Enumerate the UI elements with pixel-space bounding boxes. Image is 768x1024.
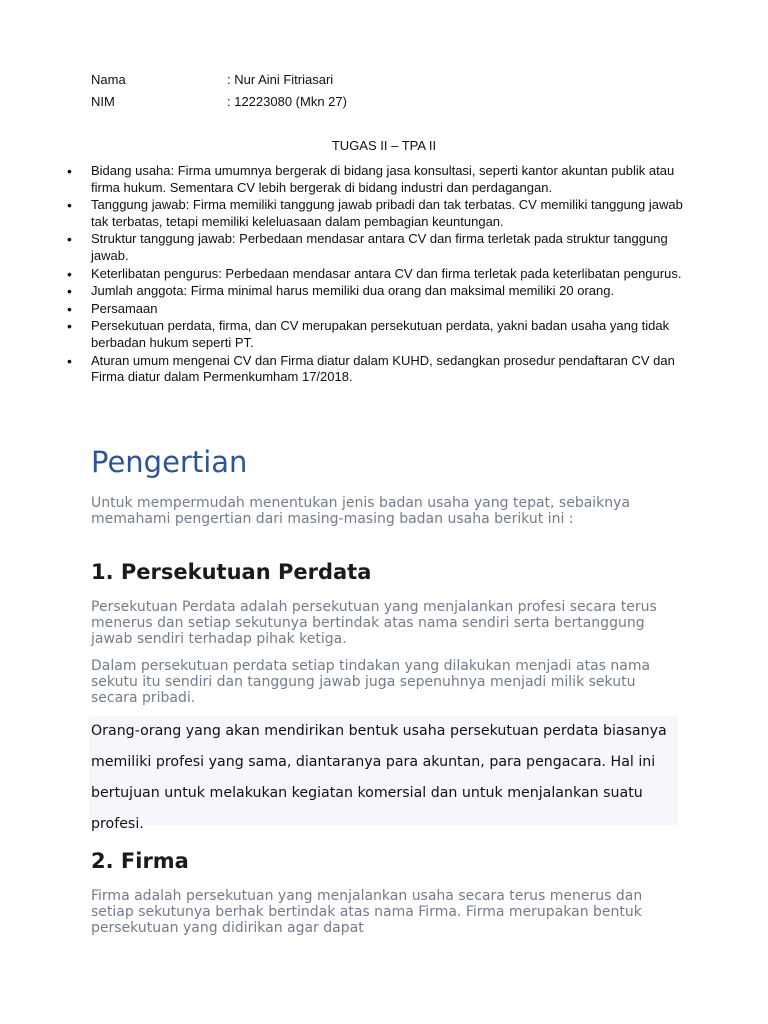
section1-heading: 1. Persekutuan Perdata <box>91 560 372 584</box>
task-title: TUGAS II – TPA II <box>331 138 437 153</box>
name-value: : Nur Aini Fitriasari <box>227 72 334 87</box>
nim-label: NIM <box>91 94 115 109</box>
bullet-item: • Aturan umum mengenai CV dan Firma diatur dalam KUHD, sedangkan prosedur pendaftaran CV dan Firma diatur dalam Permenkumham 17/2018. <box>91 353 691 386</box>
section2-para1: Firma adalah persekutuan yang menjalankan usaha secara terus menerus dan setiap sekutunya berhak bertindak atas nama Firma. Firma merupakan bentuk persekutuan yang didirikan agar dapat <box>91 888 643 936</box>
section1-para1: Persekutuan Perdata adalah persekutuan yang menjalankan profesi secara terus menerus dan setiap sekutunya bertindak atas nama sendiri serta bertanggung jawab sendiri terhadap pihak ketiga. <box>91 599 657 647</box>
section2-heading: 2. Firma <box>91 849 189 873</box>
bullet-list <box>91 163 691 387</box>
pengertian-intro: Untuk mempermudah menentukan jenis badan usaha yang tepat, sebaiknya memahami pengertian dari masing-masing badan usaha berikut ini : <box>91 495 631 527</box>
bullet-item: • Keterlibatan pengurus: Perbedaan mendasar antara CV dan firma terletak pada keterlibatan pengurus. <box>91 266 691 283</box>
bullet-item: • Persamaan <box>91 301 691 318</box>
name-label: Nama <box>91 72 126 87</box>
bullet-item: • Jumlah anggota: Firma minimal harus memiliki dua orang dan maksimal memiliki 20 orang. <box>91 283 691 300</box>
bullet-item: • Bidang usaha: Firma umumnya bergerak di bidang jasa konsultasi, seperti kantor akuntan publik atau firma hukum. Sementara CV lebih bergerak di bidang industri dan perdagangan. <box>91 163 691 196</box>
bullet-item: • Struktur tanggung jawab: Perbedaan mendasar antara CV dan firma terletak pada struktur tanggung jawab. <box>91 231 691 264</box>
nim-value: : 12223080 (Mkn 27) <box>227 94 347 109</box>
pengertian-heading: Pengertian <box>91 445 248 479</box>
bullet-item: • Persekutuan perdata, firma, dan CV merupakan persekutuan perdata, yakni badan usaha yang tidak berbadan hukum seperti PT. <box>91 318 691 351</box>
section1-para2: Dalam persekutuan perdata setiap tindakan yang dilakukan menjadi atas nama sekutu itu sendiri dan tanggung jawab juga sepenuhnya menjadi milik sekutu secara pribadi. <box>91 658 651 706</box>
highlight-box <box>89 716 678 832</box>
bullet-item: • Tanggung jawab: Firma memiliki tanggung jawab pribadi dan tak terbatas. CV memiliki tanggung jawab tak terbatas, tetapi memiliki keleluasaan dalam pembagian keuntungan. <box>91 197 691 230</box>
section1-highlight: Orang-orang yang akan mendirikan bentuk usaha persekutuan perdata biasanya memiliki profesi yang sama, diantaranya para akuntan, para pengacara. Hal ini bertujuan untuk melakukan kegiatan komersial dan untuk menjalankan suatu profesi. <box>91 723 667 832</box>
